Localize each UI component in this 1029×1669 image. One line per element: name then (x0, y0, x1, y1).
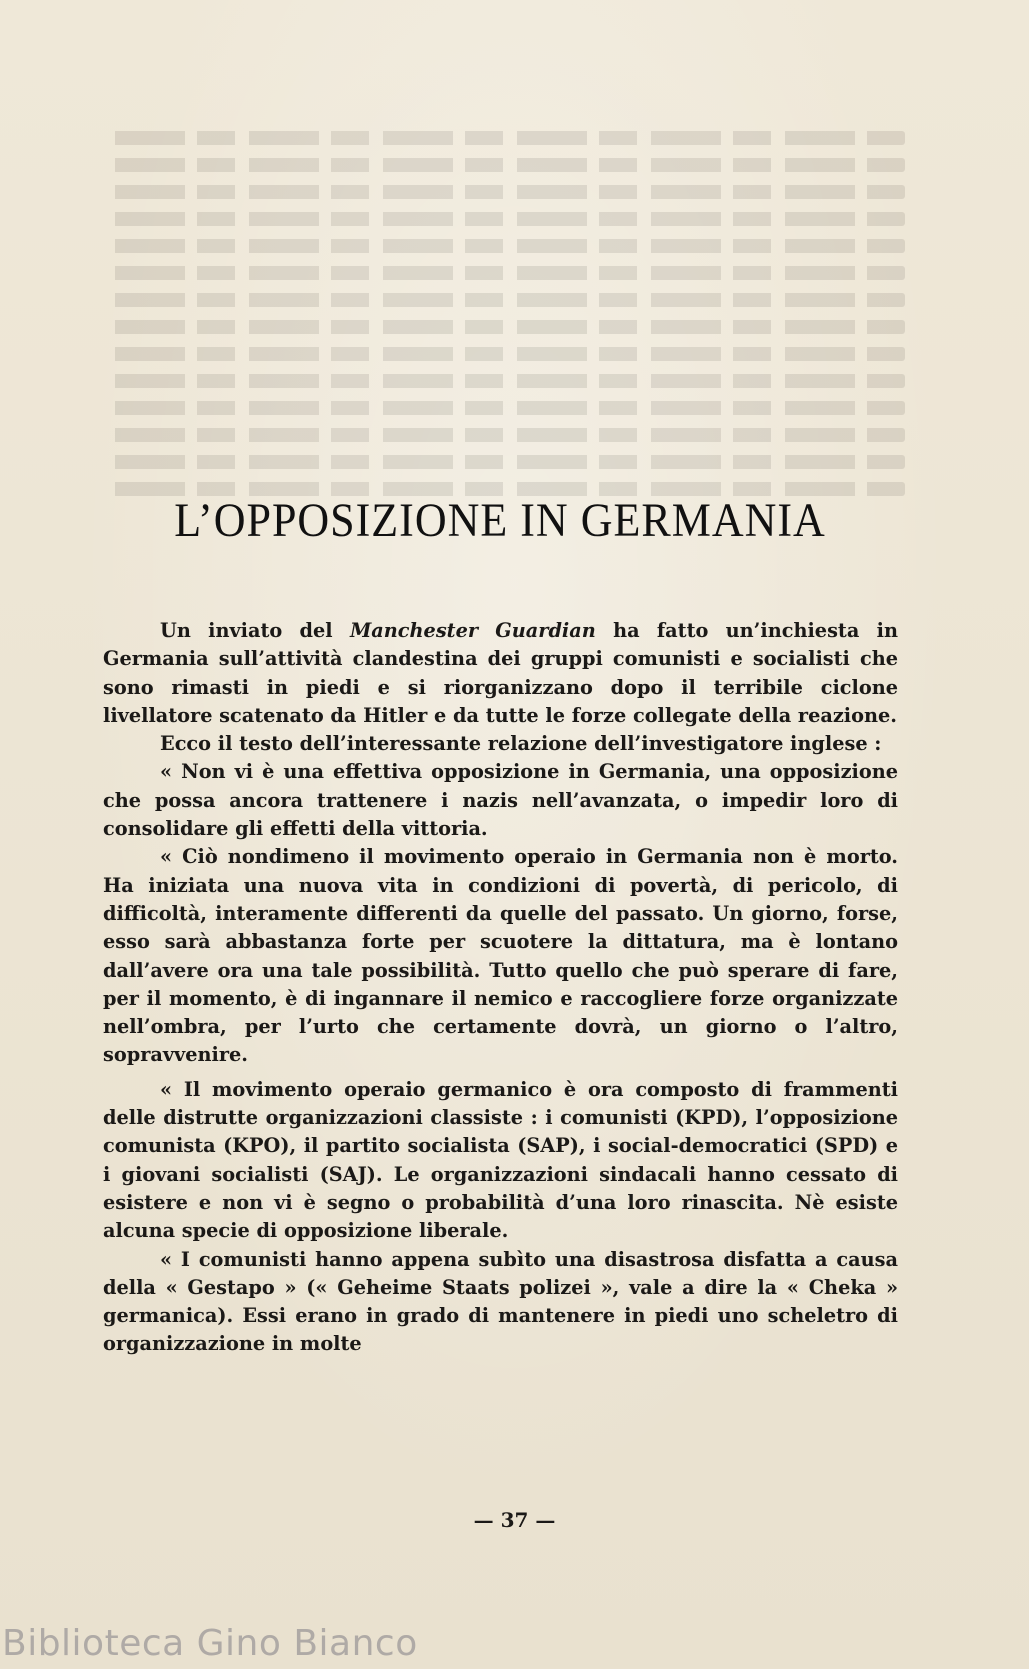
paragraph-5: « Il movimento operaio germanico è ora composto di frammenti delle distrutte organizzazioni classiste : i comunisti (KPD), l’opposizione comunista (KPO), il partito socialista (SAP), i social-democratici (SPD) e i giovani socialisti (SAJ). Le organizzazioni sindacali hanno cessato di esistere e non vi è segno o probabilità d’una loro rinascita. Nè esiste alcuna specie di opposizione liberale. (103, 1077, 898, 1243)
paragraph-4: « Ciò nondimeno il movimento operaio in Germania non è morto. Ha iniziata una nuova vita in condizioni di povertà, di pericolo, di difficoltà, interamente differenti da quelle del passato. Un giorno, forse, esso sarà abbastanza forte per scuotere la dittatura, ma è lontano dall’avere ora una tale possibilità. Tutto quello che può sperare di fare, per il momento, è di ingannare il nemico e raccogliere forze organizzate nell’ombra, per l’urto che certamente dovrà, un giorno o l’altro, sopravvenire. (103, 845, 898, 1067)
page-number: — 37 — (473, 1508, 556, 1532)
article-title: L’OPPOSIZIONE IN GERMANIA (174, 494, 826, 547)
paragraph-6: « I comunisti hanno appena subìto una disastrosa disfatta a causa della « Gestapo » (« Geheime Staats polizei », vale a dire la « Cheka » germanica). Essi erano in grado di mantenere in piedi uno scheletro di organizzazione in molte (103, 1247, 898, 1356)
newspaper-name: Manchester Guardian (349, 619, 596, 642)
paragraph-3: « Non vi è una effettiva opposizione in Germania, una opposizione che possa ancora trattenere i nazis nell’avanzata, o impedir loro di consolidare gli effetti della vittoria. (103, 760, 898, 841)
library-watermark: Biblioteca Gino Bianco (2, 1623, 418, 1664)
paragraph-2: Ecco il testo dell’interessante relazione dell’investigatore inglese : (160, 732, 882, 756)
paragraph-1: Un inviato del Manchester Guardian ha fatto un’inchiesta in Germania sull’attività clandestina dei gruppi comunisti e socialisti che sono rimasti in piedi e si riorganizzano dopo il terribile ciclone livellatore scatenato da Hitler e da tutte le forze collegate della reazione. (103, 619, 898, 727)
article-body (103, 617, 898, 1359)
show-through-text (105, 118, 905, 538)
